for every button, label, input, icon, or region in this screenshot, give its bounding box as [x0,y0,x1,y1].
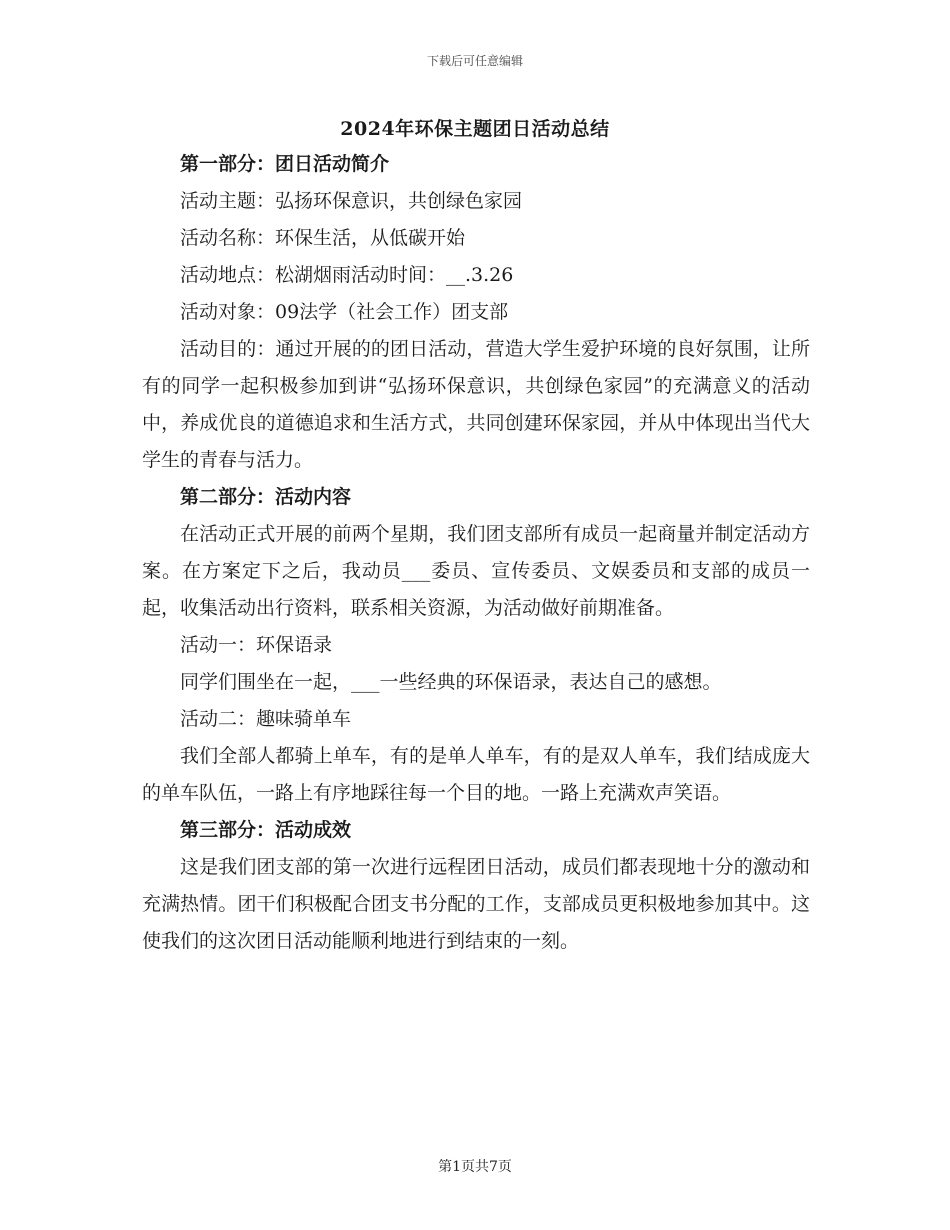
paragraph-activity-two-body: 我们全部人都骑上单车，有的是单人单车，有的是双人单车，我们结成庞大的单车队伍，一路上有序地踩往每一个目的地。一路上充满欢声笑语。 [142,745,810,804]
paragraph-location-time: 活动地点：松湖烟雨活动时间：__.3.26 [180,264,514,286]
document-body [142,146,810,960]
paragraph-participants: 活动对象：09法学（社会工作）团支部 [180,301,509,323]
section-heading-intro: 第一部分：团日活动简介 [180,153,390,175]
paragraph-name: 活动名称：环保生活，从低碳开始 [180,227,466,249]
page-header-note: 下载后可任意编辑 [426,54,523,68]
paragraph-theme: 活动主题：弘扬环保意识，共创绿色家园 [180,190,523,212]
document-title: 2024年环保主题团日活动总结 [340,118,610,140]
paragraph-results: 这是我们团支部的第一次进行远程团日活动，成员们都表现地十分的激动和充满热情。团干们积极配合团支书分配的工作，支部成员更积极地参加其中。这使我们的这次团日活动能顺利地进行到结束的一刻。 [142,856,810,952]
paragraph-preparation: 在活动正式开展的前两个星期，我们团支部所有成员一起商量并制定活动方案。在方案定下之后，我动员___委员、宣传委员、文娱委员和支部的成员一起，收集活动出行资料，联系相关资源，为活动做好前期准备。 [142,523,810,619]
paragraph-activity-two-title: 活动二：趣味骑单车 [180,708,352,730]
page-number: 第1页共7页 [438,1159,512,1175]
paragraph-activity-one-title: 活动一：环保语录 [180,634,333,656]
section-heading-content: 第二部分：活动内容 [180,486,352,508]
paragraph-activity-one-body: 同学们围坐在一起，___一些经典的环保语录，表达自己的感想。 [180,671,722,693]
paragraph-purpose: 活动目的：通过开展的的团日活动，营造大学生爱护环境的良好氛围，让所有的同学一起积极参加到讲“弘扬环保意识，共创绿色家园”的充满意义的活动中，养成优良的道德追求和生活方式，共同创建环保家园，并从中体现出当代大学生的青春与活力。 [142,338,810,471]
section-heading-results: 第三部分：活动成效 [180,819,352,841]
